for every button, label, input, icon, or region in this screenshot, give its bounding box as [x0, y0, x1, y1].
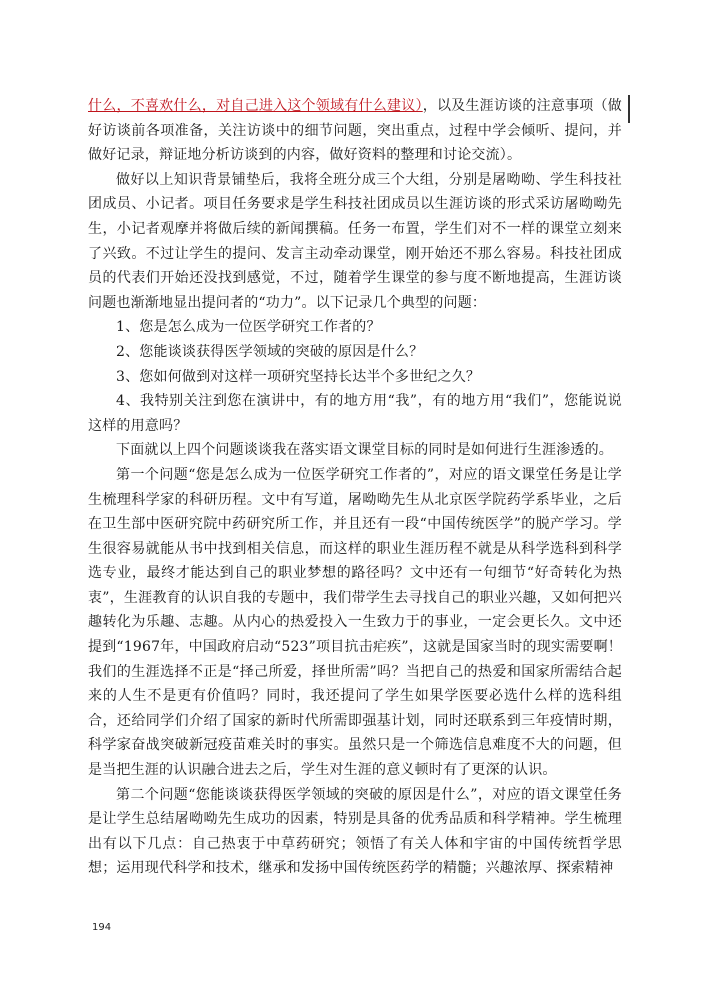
paragraph-1: 做好以上知识背景铺垫后，我将全班分成三个大组，分别是屠呦呦、学生科技社团成员、小记者。项目任务要求是学生科技社团成员以生涯访谈的形式采访屠呦呦先生，小记者观摩并将做后续的新闻撰稿。任务一布置，学生们对不一样的课堂立刻来了兴致。不过让学生的提问、发言主动牵动课堂，刚开始还不那么容易。科技社团成员的代表们开始还没找到感觉，不过，随着学生课堂的参与度不断地提高，生涯访谈问题也渐渐地显出提问者的“功力”。以下记录几个典型的问题： [88, 171, 622, 311]
paragraph-6: 下面就以上四个问题谈谈我在落实语文课堂目标的同时是如何进行生涯渗透的。 [116, 442, 613, 459]
question-1: 1、您是怎么成为一位医学研究工作者的？ [116, 319, 381, 336]
page-number: 194 [92, 922, 112, 933]
paragraph-7: 第一个问题“您是怎么成为一位医学研究工作者的”，对应的语文课堂任务是让学生梳理科学家的科研历程。文中有写道，屠呦呦先生从北京医学院药学系毕业，之后在卫生部中医研究院中药研究所工作，并且还有一段“中国传统医学”的脱产学习。学生很容易就能从书中找到相关信息，而这样的职业生涯历程不就是从科学选科到科学选专业，最终才能达到自己的职业梦想的路径吗？文中还有一句细节“好奇转化为热衷”，生涯教育的认识自我的专题中，我们带学生去寻找自己的职业兴趣，又如何把兴趣转化为乐趣、志趣。从内心的热爱投入一生致力于的事业，一定会更长久。文中还提到“1967年，中国政府启动“523”项目抗击疟疾”，这就是国家当时的现实需要啊！我们的生涯选择不正是“择己所爱，择世所需”吗？当把自己的热爱和国家所需结合起来的人生不是更有价值吗？同时，我还提问了学生如果学医要必选什么样的选科组合，还给同学们介绍了国家的新时代所需即强基计划，同时还联系到三年疫情时期，科学家奋战突破新冠疫苗难关时的事实。虽然只是一个筛选信息难度不大的问题，但是当把生涯的认识融合进去之后，学生对生涯的意义顿时有了更深的认识。 [88, 466, 622, 779]
question-3: 3、您如何做到对这样一项研究坚持长达半个多世纪之久？ [116, 368, 481, 385]
highlighted-text: 什么，不喜欢什么，对自己进入这个领域有什么建议） [88, 98, 423, 114]
paragraph-0: 什么，不喜欢什么，对自己进入这个领域有什么建议），以及生涯访谈的注意事项（做好访谈前各项准备，关注访谈中的细节问题，突出重点，过程中学会倾听、提问，并做好记录，辩证地分析访谈到的内容，做好资料的整理和讨论交流）。 [88, 98, 622, 164]
page-body [88, 94, 622, 881]
paragraph-8: 第二个问题“您能谈谈获得医学领域的突破的原因是什么”，对应的语文课堂任务是让学生总结屠呦呦先生成功的因素，特别是具备的优秀品质和科学精神。学生梳理出有以下几点：自己热衷于中草药研究；领悟了有关人体和宇宙的中国传统哲学思想；运用现代科学和技术，继承和发扬中国传统医药学的精髓；兴趣浓厚、探索精神 [88, 786, 622, 877]
revision-bar [628, 95, 630, 123]
question-2: 2、您能谈谈获得医学领域的突破的原因是什么？ [116, 343, 424, 360]
question-4: 4、我特别关注到您在演讲中，有的地方用“我”，有的地方用“我们”，您能说说这样的用意吗？ [88, 393, 622, 434]
